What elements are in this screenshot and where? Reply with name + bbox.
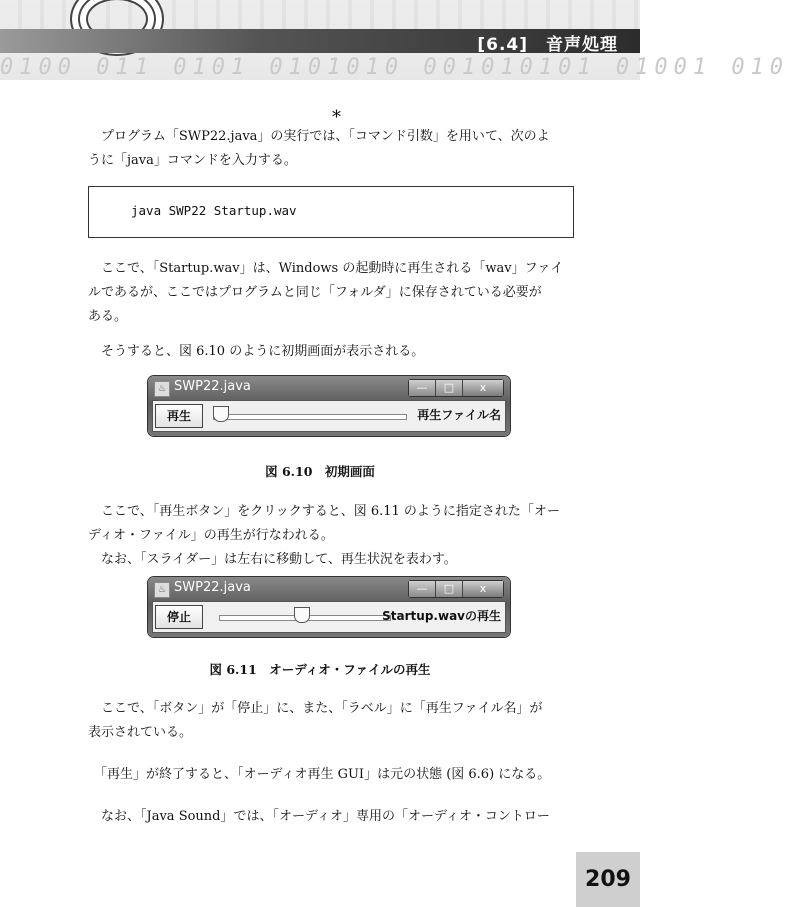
maximize-icon[interactable]: □	[436, 581, 463, 597]
header-binary-digits: 0100 011 0101 0101010 001010101 01001 010	[0, 55, 789, 80]
paragraph-1-line-2: うに「java」コマンドを入力する。	[88, 153, 297, 168]
close-icon[interactable]: x	[463, 581, 503, 597]
paragraph-7: なお、「Java Sound」では、「オーディオ」専用の「オーディオ・コントロー	[101, 809, 550, 824]
figure-6-11-caption: 図 6.11 オーディオ・ファイルの再生	[209, 662, 431, 677]
figure-6-11-window	[148, 577, 510, 637]
paragraph-4-line-3: なお、「スライダー」は左右に移動して、再生状況を表わす。	[101, 552, 457, 567]
window-controls	[408, 379, 504, 397]
paragraph-5-line-1: ここで、「ボタン」が「停止」に、また、「ラベル」に「再生ファイル名」が	[101, 701, 543, 716]
playback-slider-track[interactable]	[213, 414, 407, 420]
minimize-icon[interactable]: —	[409, 581, 436, 597]
paragraph-2-line-3: ある。	[88, 309, 128, 324]
page-number: 209	[576, 852, 640, 907]
figure-6-10-window	[148, 376, 510, 436]
paragraph-4-line-2: ディオ・ファイル」の再生が行なわれる。	[88, 528, 334, 543]
code-text: java SWP22 Startup.wav	[131, 203, 297, 218]
maximize-icon[interactable]: □	[436, 380, 463, 396]
code-block	[88, 186, 574, 238]
paragraph-6: 「再生」が終了すると、「オーディオ再生 GUI」は元の状態 (図 6.6) になる。	[94, 767, 551, 782]
paragraph-4-line-1: ここで、「再生ボタン」をクリックすると、図 6.11 のように指定された「オー	[101, 504, 560, 519]
file-label: 再生ファイル名	[417, 408, 501, 422]
paragraph-4	[88, 500, 578, 572]
stop-button[interactable]: 停止	[155, 605, 203, 629]
java-app-icon: ♨	[154, 381, 170, 397]
paragraph-2	[88, 257, 578, 329]
paragraph-5-line-2: 表示されている。	[88, 725, 193, 740]
paragraph-2-line-1: ここで、「Startup.wav」は、Windows の起動時に再生される「wav」ファイ	[101, 261, 564, 276]
window-content	[152, 400, 506, 432]
close-icon[interactable]: x	[463, 380, 503, 396]
page-header	[0, 0, 789, 80]
play-button[interactable]: 再生	[155, 404, 203, 428]
paragraph-5	[88, 697, 578, 745]
file-label: Startup.wavの再生	[382, 609, 501, 623]
figure-6-10-caption: 図 6.10 初期画面	[265, 464, 375, 479]
section-title: [6.4] 音声処理	[477, 35, 618, 55]
window-title: SWP22.java	[174, 379, 251, 394]
paragraph-2-line-2: ルであるが、ここではプログラムと同じ「フォルダ」に保存されている必要が	[88, 285, 542, 300]
paragraph-3: そうすると、図 6.10 のように初期画面が表示される。	[101, 344, 425, 359]
playback-slider-thumb[interactable]	[294, 607, 310, 623]
playback-slider-thumb[interactable]	[213, 406, 229, 422]
window-content	[152, 601, 506, 633]
window-title: SWP22.java	[174, 580, 251, 595]
minimize-icon[interactable]: —	[409, 380, 436, 396]
paragraph-1-line-1: プログラム「SWP22.java」の実行では、「コマンド引数」を用いて、次のよ	[101, 129, 550, 144]
window-controls	[408, 580, 504, 598]
section-separator: *	[332, 107, 341, 128]
java-app-icon: ♨	[154, 582, 170, 598]
paragraph-1	[88, 125, 578, 173]
